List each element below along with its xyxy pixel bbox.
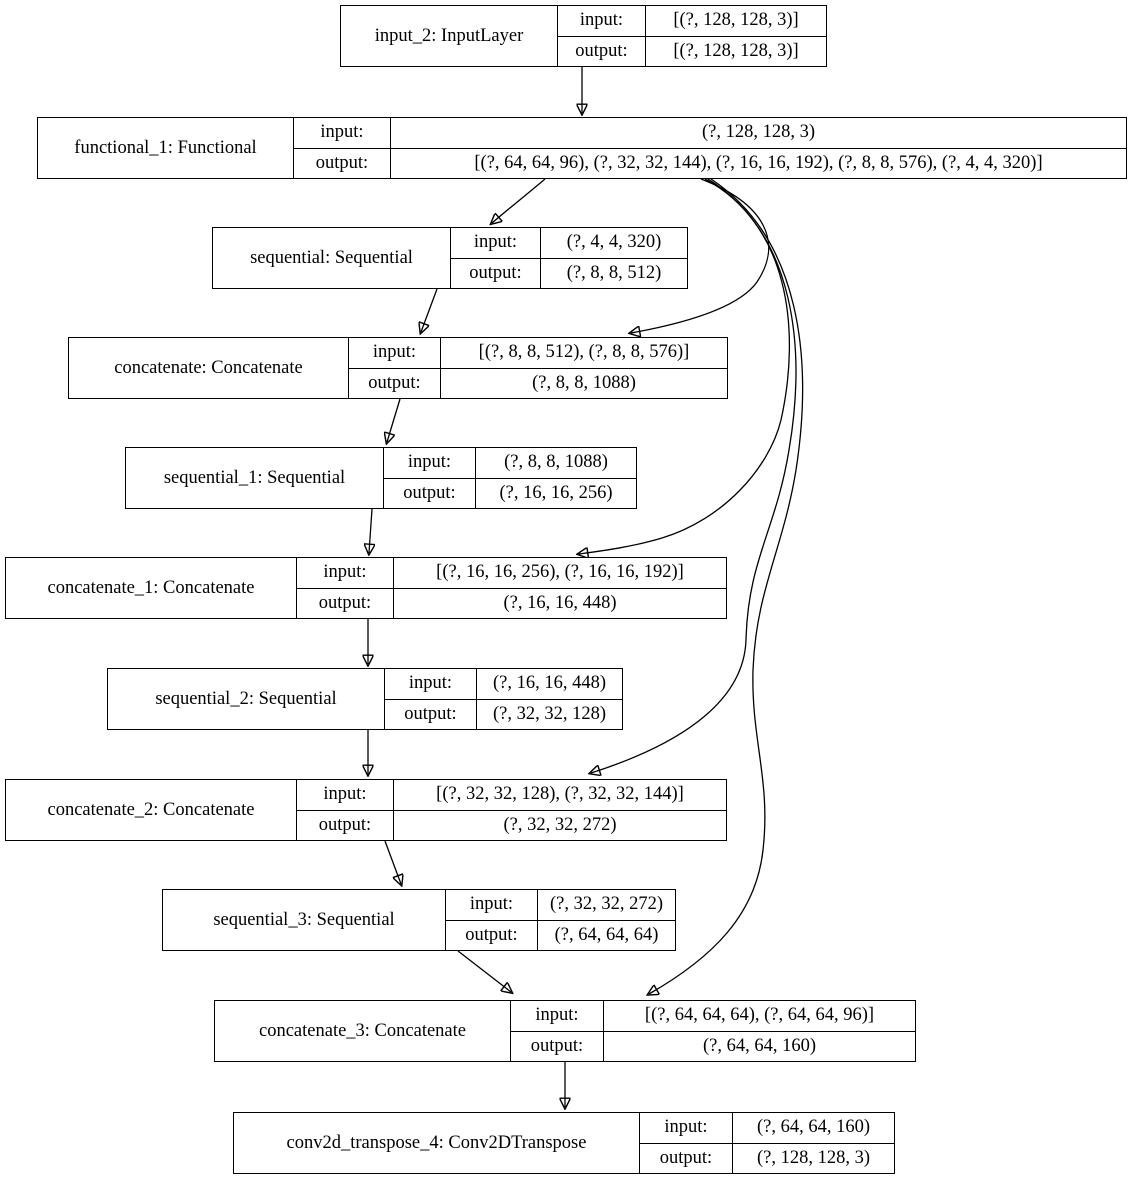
output-shape: (?, 8, 8, 1088): [532, 372, 636, 393]
layer-node-concatenate_3: [214, 1000, 916, 1062]
layer-name: sequential_3: Sequential: [163, 890, 446, 950]
input-shape: (?, 16, 16, 448): [492, 673, 607, 694]
output-label: output:: [511, 1032, 604, 1062]
layer-node-input_2: [340, 5, 827, 67]
output-label: output:: [297, 811, 394, 841]
input-shape: (?, 4, 4, 320): [566, 232, 662, 253]
output-label: output:: [384, 479, 476, 509]
layer-node-concatenate_2: [5, 779, 727, 841]
layer-name: conv2d_transpose_4: Conv2DTranspose: [234, 1113, 640, 1173]
layer-name: sequential_1: Sequential: [126, 448, 384, 508]
output-label: output:: [451, 259, 541, 289]
input-label: input:: [640, 1113, 733, 1143]
layer-node-concatenate_1: [5, 557, 727, 619]
output-label: output:: [558, 37, 646, 67]
edge-sequential_3-concatenate_3: [458, 951, 511, 992]
input-label: input:: [297, 780, 394, 810]
layer-name: concatenate_1: Concatenate: [6, 558, 297, 618]
input-shape: (?, 32, 32, 272): [549, 894, 664, 915]
output-label: output:: [385, 700, 477, 730]
layer-node-sequential_1: [125, 447, 637, 509]
output-label: output:: [297, 589, 394, 619]
output-label: output:: [640, 1144, 733, 1174]
output-shape: [(?, 128, 128, 3)]: [673, 40, 799, 61]
input-label: input:: [349, 338, 441, 368]
input-label: input:: [297, 558, 394, 588]
layer-name: concatenate_3: Concatenate: [215, 1001, 511, 1061]
input-shape: [(?, 16, 16, 256), (?, 16, 16, 192)]: [436, 562, 684, 583]
layer-name: sequential: Sequential: [213, 228, 451, 288]
edge-concatenate_2-sequential_3: [385, 841, 401, 884]
layer-node-concatenate: [68, 337, 728, 399]
input-label: input:: [451, 228, 541, 258]
input-shape: (?, 128, 128, 3): [701, 122, 816, 143]
edge-concatenate-sequential_1: [387, 399, 400, 442]
input-label: input:: [384, 448, 476, 478]
output-label: output:: [446, 921, 538, 951]
edge-sequential_1-concatenate_1: [369, 509, 372, 553]
layer-name: input_2: InputLayer: [341, 6, 558, 66]
output-shape: (?, 64, 64, 160): [702, 1035, 817, 1056]
layer-node-conv2d_transpose_4: [233, 1112, 895, 1174]
layer-name: concatenate_2: Concatenate: [6, 780, 297, 840]
output-shape: (?, 32, 32, 272): [503, 814, 617, 835]
output-label: output:: [294, 149, 391, 179]
input-label: input:: [385, 669, 477, 699]
input-label: input:: [511, 1001, 604, 1031]
layer-node-sequential: [212, 227, 688, 289]
edge-functional_1-sequential: [492, 179, 545, 223]
output-shape: (?, 16, 16, 256): [499, 482, 613, 503]
input-shape: [(?, 128, 128, 3)]: [673, 10, 799, 31]
edge-sequential-concatenate: [421, 289, 437, 332]
input-shape: [(?, 8, 8, 512), (?, 8, 8, 576)]: [478, 342, 690, 363]
output-shape: [(?, 64, 64, 96), (?, 32, 32, 144), (?, 16, 16, 192), (?, 8, 8, 576), (?, 4, 4, 320)]: [474, 152, 1043, 173]
layer-node-sequential_2: [107, 668, 623, 730]
input-shape: [(?, 64, 64, 64), (?, 64, 64, 96)]: [644, 1005, 875, 1026]
output-shape: (?, 128, 128, 3): [756, 1147, 871, 1168]
input-label: input:: [558, 6, 646, 36]
layer-name: concatenate: Concatenate: [69, 338, 349, 398]
output-shape: (?, 64, 64, 64): [554, 924, 659, 945]
layer-node-functional_1: [37, 117, 1127, 179]
input-label: input:: [446, 890, 538, 920]
input-shape: [(?, 32, 32, 128), (?, 32, 32, 144)]: [436, 784, 684, 805]
input-shape: (?, 8, 8, 1088): [504, 452, 608, 473]
input-label: input:: [294, 118, 391, 148]
layer-name: sequential_2: Sequential: [108, 669, 385, 729]
layer-node-sequential_3: [162, 889, 676, 951]
output-shape: (?, 16, 16, 448): [503, 592, 617, 613]
layer-name: functional_1: Functional: [38, 118, 294, 178]
output-label: output:: [349, 369, 441, 399]
output-shape: (?, 32, 32, 128): [492, 703, 607, 724]
output-shape: (?, 8, 8, 512): [566, 262, 662, 283]
input-shape: (?, 64, 64, 160): [756, 1117, 871, 1138]
